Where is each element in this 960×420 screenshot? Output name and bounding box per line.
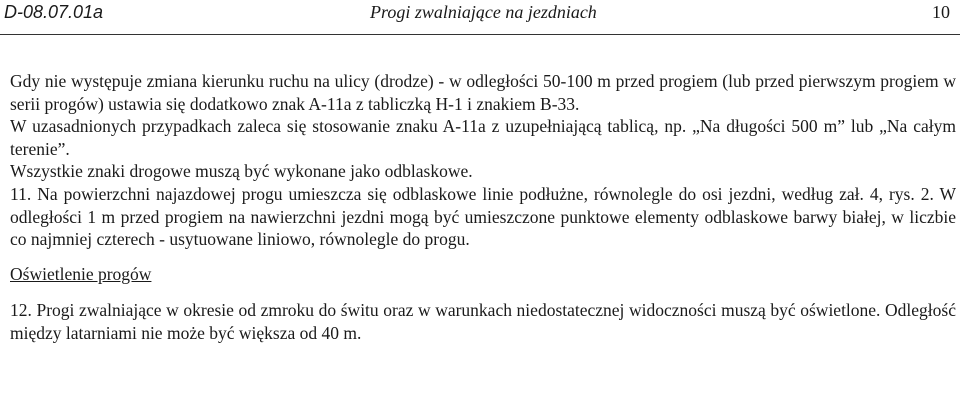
page-header xyxy=(0,0,960,35)
paragraph-reflective-signs: Wszystkie znaki drogowe muszą być wykonane jako odblaskowe. xyxy=(10,161,473,182)
document-code: D-08.07.01a xyxy=(4,2,104,22)
paragraph-justified-cases: W uzasadnionych przypadkach zaleca się stosowanie znaku A-11a z uzupełniającą tablicą, np. „Na długości 500 m” lub „Na całym terenie”. xyxy=(10,116,956,159)
page-number: 10 xyxy=(932,2,950,22)
item-12: 12. Progi zwalniające w okresie od zmroku do świtu oraz w warunkach niedostatecznej widoczności muszą być oświetlone. Odległość między latarniami nie może być większa od 40 m. xyxy=(10,300,956,343)
document-title: Progi zwalniające na jezdniach xyxy=(370,2,597,22)
section-heading-lighting: Oświetlenie progów xyxy=(10,263,152,284)
document-body xyxy=(10,70,956,345)
paragraph-signage: Gdy nie występuje zmiana kierunku ruchu na ulicy (drodze) - w odległości 50-100 m przed progiem (lub przed pierwszym progiem w serii progów) ustawia się dodatkowo znak A-11a z tabliczką H-1 i znakiem B-33. xyxy=(10,71,956,114)
item-11: 11. Na powierzchni najazdowej progu umieszcza się odblaskowe linie podłużne, równolegle do osi jezdni, według zał. 4, rys. 2. W odległości 1 m przed progiem na nawierzchni jezdni mogą być umieszczone punktowe elementy odblaskowe barwy białej, w liczbie co najmniej czterech - usytuowane liniowo, równolegle do progu. xyxy=(10,183,956,250)
